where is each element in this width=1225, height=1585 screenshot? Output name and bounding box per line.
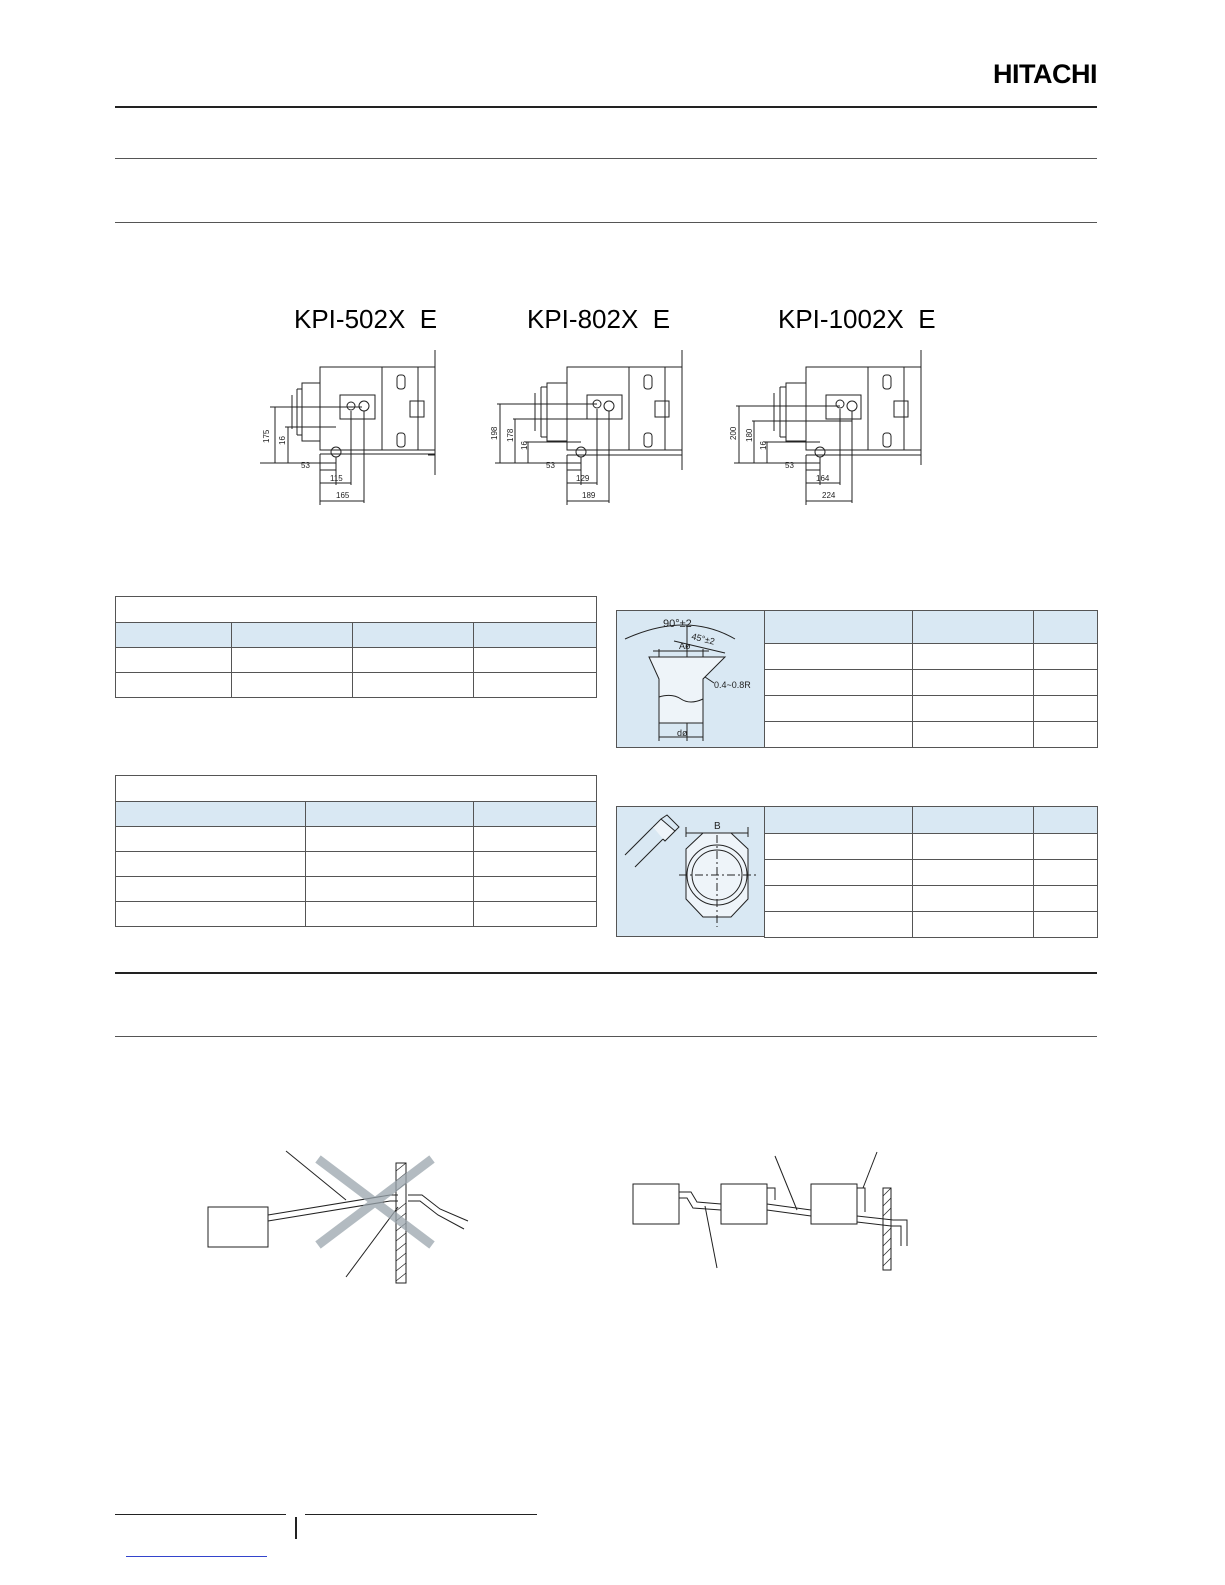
table-header-cell bbox=[116, 623, 232, 648]
model-title-1002: KPI-1002X E bbox=[778, 304, 936, 334]
header-rule-3 bbox=[115, 222, 1097, 223]
table-header-cell bbox=[913, 611, 1034, 644]
table-header-cell bbox=[1034, 807, 1098, 834]
table-cell bbox=[116, 902, 306, 927]
table-cell bbox=[116, 648, 232, 673]
dim-1002-v1: 200 bbox=[729, 426, 738, 440]
nut-label-b: B bbox=[714, 821, 721, 832]
flare-angle-outer: 90°±2 bbox=[663, 618, 692, 630]
flare-nut-table bbox=[764, 806, 1098, 938]
table-header-cell bbox=[306, 802, 474, 827]
table-cell bbox=[765, 644, 913, 670]
footer-rule-left bbox=[115, 1514, 286, 1515]
flare-dimension-table bbox=[764, 610, 1098, 748]
table-cell bbox=[1034, 696, 1098, 722]
dim-802-h2: 129 bbox=[576, 474, 590, 483]
table-cell bbox=[116, 852, 306, 877]
table-cell bbox=[913, 860, 1034, 886]
table-cell bbox=[913, 696, 1034, 722]
dim-802-h1: 53 bbox=[546, 461, 555, 470]
table-cell bbox=[1034, 644, 1098, 670]
table-caption bbox=[116, 597, 597, 623]
model-title-502: KPI-502X E bbox=[294, 304, 438, 334]
section-rule-1 bbox=[115, 972, 1097, 974]
dim-502-v2: 16 bbox=[278, 436, 287, 445]
table-cell bbox=[306, 852, 474, 877]
dim-502-h2: 115 bbox=[330, 474, 343, 483]
table-header-cell bbox=[765, 807, 913, 834]
flare-nut-figure bbox=[616, 806, 765, 937]
table-cell bbox=[306, 877, 474, 902]
dim-1002-h3: 224 bbox=[822, 491, 836, 500]
table-cell bbox=[913, 834, 1034, 860]
unit-drawing-502 bbox=[260, 350, 435, 505]
table-cell bbox=[1034, 834, 1098, 860]
table-header-cell bbox=[353, 623, 474, 648]
table-cell bbox=[765, 860, 913, 886]
table-cell bbox=[765, 722, 913, 748]
table-cell bbox=[913, 722, 1034, 748]
table-cell bbox=[232, 648, 353, 673]
table-cell bbox=[116, 673, 232, 698]
dim-802-v2: 178 bbox=[506, 428, 515, 442]
footer-separator bbox=[295, 1517, 297, 1539]
table-cell bbox=[474, 673, 597, 698]
table-cell bbox=[765, 834, 913, 860]
dim-1002-h2: 164 bbox=[816, 474, 830, 483]
table-cell bbox=[116, 827, 306, 852]
table-cell bbox=[765, 670, 913, 696]
table-cell bbox=[474, 827, 597, 852]
dim-502-v1: 175 bbox=[262, 429, 271, 443]
pipe-size-table-1 bbox=[115, 596, 597, 698]
flare-label-a: Aø bbox=[679, 641, 691, 651]
table-header-cell bbox=[232, 623, 353, 648]
incorrect-piping-figure bbox=[200, 1145, 480, 1285]
table-cell bbox=[1034, 860, 1098, 886]
dim-802-v3: 16 bbox=[520, 441, 529, 450]
table-cell bbox=[474, 902, 597, 927]
header-rule-2 bbox=[115, 158, 1097, 159]
table-cell bbox=[913, 670, 1034, 696]
table-header-cell bbox=[765, 611, 913, 644]
correct-piping-figure bbox=[625, 1150, 915, 1275]
flare-label-d: dø bbox=[677, 728, 688, 738]
flare-dimension-figure bbox=[616, 610, 765, 748]
table-header-cell bbox=[1034, 611, 1098, 644]
table-cell bbox=[913, 886, 1034, 912]
table-cell bbox=[765, 912, 913, 938]
table-header-cell bbox=[474, 623, 597, 648]
table-cell bbox=[1034, 912, 1098, 938]
flare-label-radius: 0.4~0.8R bbox=[714, 680, 751, 690]
dim-1002-v3: 16 bbox=[759, 441, 768, 450]
table-cell bbox=[765, 886, 913, 912]
dim-502-h1: 53 bbox=[301, 461, 310, 470]
table-cell bbox=[1034, 722, 1098, 748]
table-cell bbox=[765, 696, 913, 722]
table-caption bbox=[116, 776, 597, 802]
table-cell bbox=[913, 644, 1034, 670]
table-header-cell bbox=[474, 802, 597, 827]
table-cell bbox=[116, 877, 306, 902]
table-cell bbox=[353, 673, 474, 698]
table-header-cell bbox=[913, 807, 1034, 834]
table-cell bbox=[306, 902, 474, 927]
table-cell bbox=[474, 852, 597, 877]
table-cell bbox=[306, 827, 474, 852]
footer-link-underline[interactable] bbox=[126, 1556, 267, 1557]
dim-502-h3: 165 bbox=[336, 491, 350, 500]
unit-drawings bbox=[250, 345, 950, 515]
dim-802-v1: 198 bbox=[490, 426, 499, 440]
dim-802-h3: 189 bbox=[582, 491, 596, 500]
section-rule-2 bbox=[115, 1036, 1097, 1037]
table-cell bbox=[474, 648, 597, 673]
header-rule-1 bbox=[115, 106, 1097, 108]
hitachi-logo: HITACHI bbox=[993, 59, 1097, 89]
table-cell bbox=[913, 912, 1034, 938]
dim-1002-h1: 53 bbox=[785, 461, 794, 470]
flare-angle-inner: 45°±2 bbox=[690, 631, 716, 647]
footer-rule-right bbox=[305, 1514, 537, 1515]
model-title-802: KPI-802X E bbox=[527, 304, 671, 334]
table-cell bbox=[353, 648, 474, 673]
table-cell bbox=[1034, 670, 1098, 696]
pipe-size-table-2 bbox=[115, 775, 597, 927]
dim-1002-v2: 180 bbox=[745, 428, 754, 442]
table-cell bbox=[474, 877, 597, 902]
table-cell bbox=[232, 673, 353, 698]
table-header-cell bbox=[116, 802, 306, 827]
table-cell bbox=[1034, 886, 1098, 912]
